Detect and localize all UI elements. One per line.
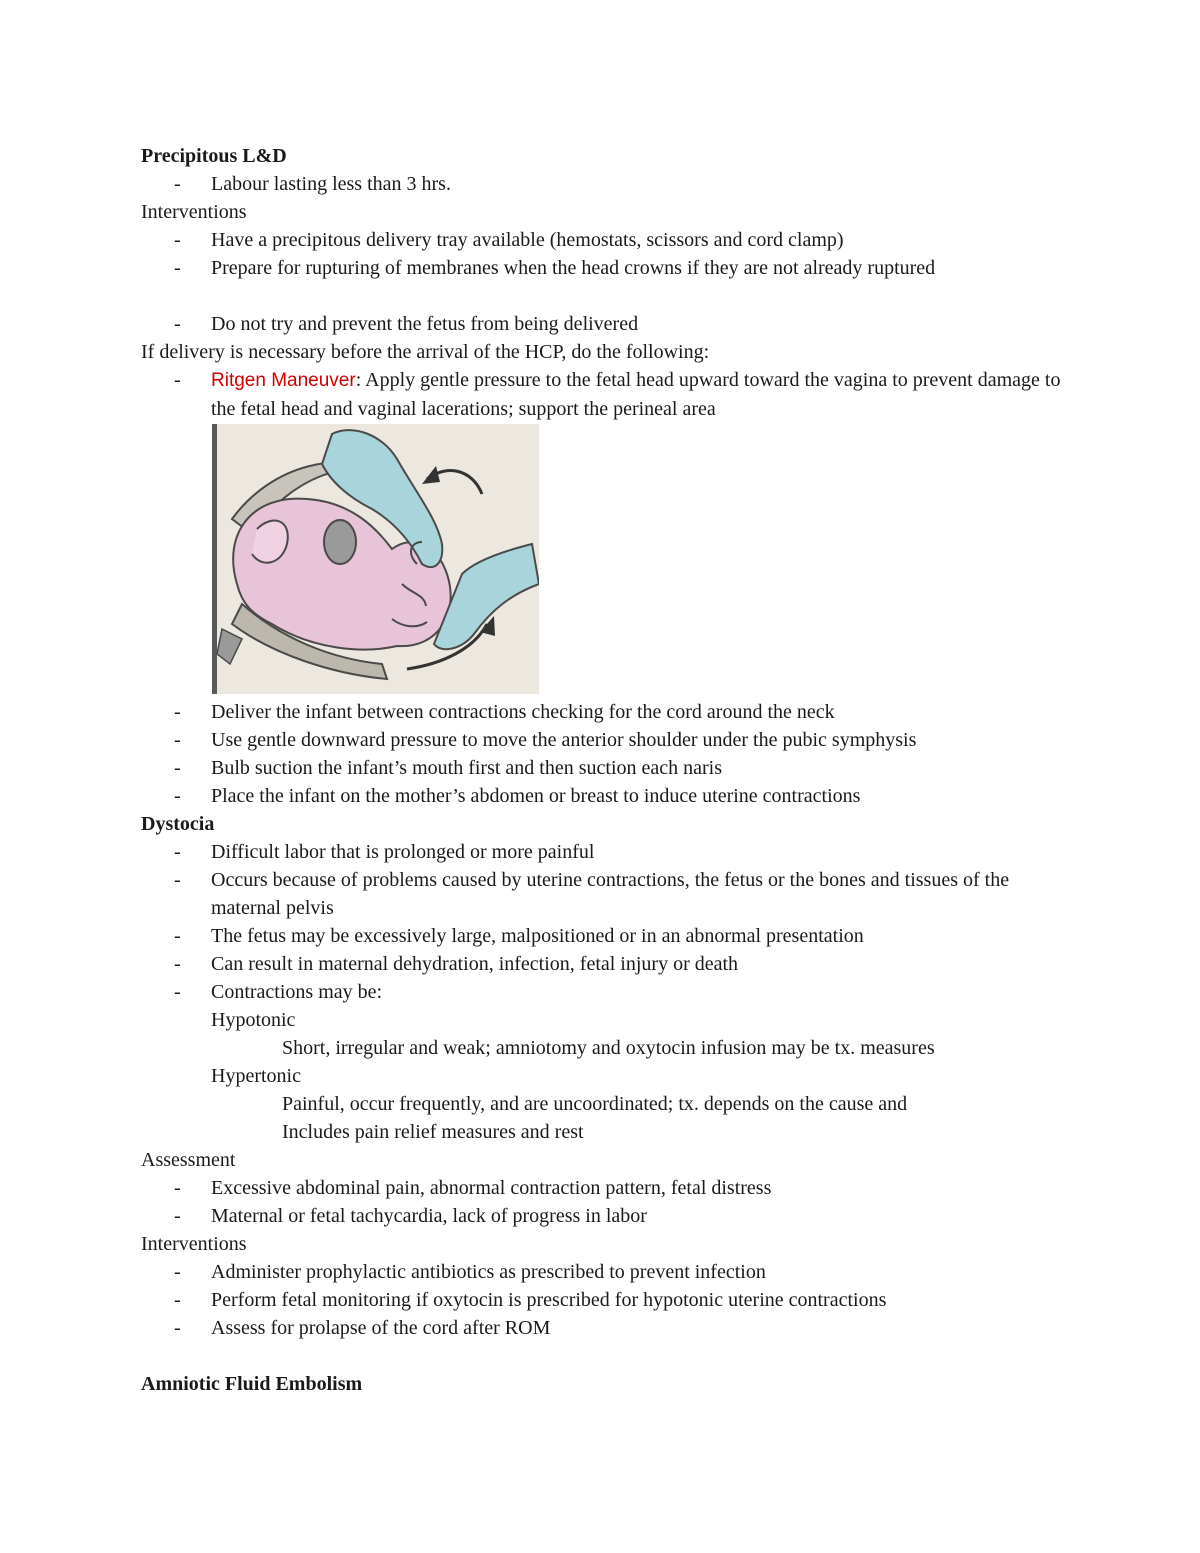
ritgen-maneuver-illustration xyxy=(212,424,539,694)
list-item: - Administer prophylactic antibiotics as prescribed to prevent infection xyxy=(174,1261,766,1283)
list-item: - Deliver the infant between contractions checking for the cord around the neck xyxy=(174,701,835,723)
list-item: - Difficult labor that is prolonged or more painful xyxy=(174,841,595,863)
list-item: - Occurs because of problems caused by uterine contractions, the fetus or the bones and tissues of the maternal pelvis xyxy=(174,869,1010,919)
heading-precipitous: Precipitous L&D xyxy=(141,145,287,167)
hypertonic-text: Painful, occur frequently, and are uncoordinated; tx. depends on the cause and xyxy=(282,1093,908,1115)
list-item: - Perform fetal monitoring if oxytocin is prescribed for hypotonic uterine contractions xyxy=(174,1289,887,1311)
subheading-interventions: Interventions xyxy=(141,201,247,223)
list-item: - Labour lasting less than 3 hrs. xyxy=(174,173,451,195)
hypertonic-text-cont: Includes pain relief measures and rest xyxy=(282,1121,584,1143)
list-item: - Assess for prolapse of the cord after ROM xyxy=(174,1317,551,1339)
hypotonic-text: Short, irregular and weak; amniotomy and oxytocin infusion may be tx. measures xyxy=(282,1037,935,1059)
figure-container xyxy=(141,422,1071,698)
list-item: - Maternal or fetal tachycardia, lack of progress in labor xyxy=(174,1205,647,1227)
hypotonic-label: Hypotonic xyxy=(211,1009,296,1031)
list-item: - Contractions may be: xyxy=(174,981,383,1003)
list-item: - Place the infant on the mother’s abdomen or breast to induce uterine contractions xyxy=(174,785,861,807)
hypertonic-label: Hypertonic xyxy=(211,1065,301,1087)
subheading-assessment: Assessment xyxy=(141,1149,236,1171)
document-page xyxy=(141,142,1071,1398)
ritgen-label: Ritgen Maneuver xyxy=(211,370,356,391)
heading-amniotic-fluid-embolism: Amniotic Fluid Embolism xyxy=(141,1373,363,1395)
list-item: - Have a precipitous delivery tray available (hemostats, scissors and cord clamp) xyxy=(174,229,844,251)
list-item: - Excessive abdominal pain, abnormal contraction pattern, fetal distress xyxy=(174,1177,772,1199)
delivery-intro: If delivery is necessary before the arrival of the HCP, do the following: xyxy=(141,341,710,363)
list-item: - Can result in maternal dehydration, infection, fetal injury or death xyxy=(174,953,739,975)
list-item: - Do not try and prevent the fetus from being delivered xyxy=(174,313,639,335)
heading-dystocia: Dystocia xyxy=(141,813,215,835)
list-item: - The fetus may be excessively large, malpositioned or in an abnormal presentation xyxy=(174,925,864,947)
subheading-interventions: Interventions xyxy=(141,1233,247,1255)
list-item: - Prepare for rupturing of membranes when the head crowns if they are not already ruptured xyxy=(174,257,936,279)
list-item-ritgen: - Ritgen Maneuver: Apply gentle pressure to the fetal head upward toward the vagina to prevent damage to the fetal head and vaginal lacerations; support the perineal area xyxy=(174,369,1061,420)
list-item: - Use gentle downward pressure to move the anterior shoulder under the pubic symphysis xyxy=(174,729,917,751)
spacer xyxy=(141,1342,1071,1370)
list-item: - Bulb suction the infant’s mouth first and then suction each naris xyxy=(174,757,723,779)
